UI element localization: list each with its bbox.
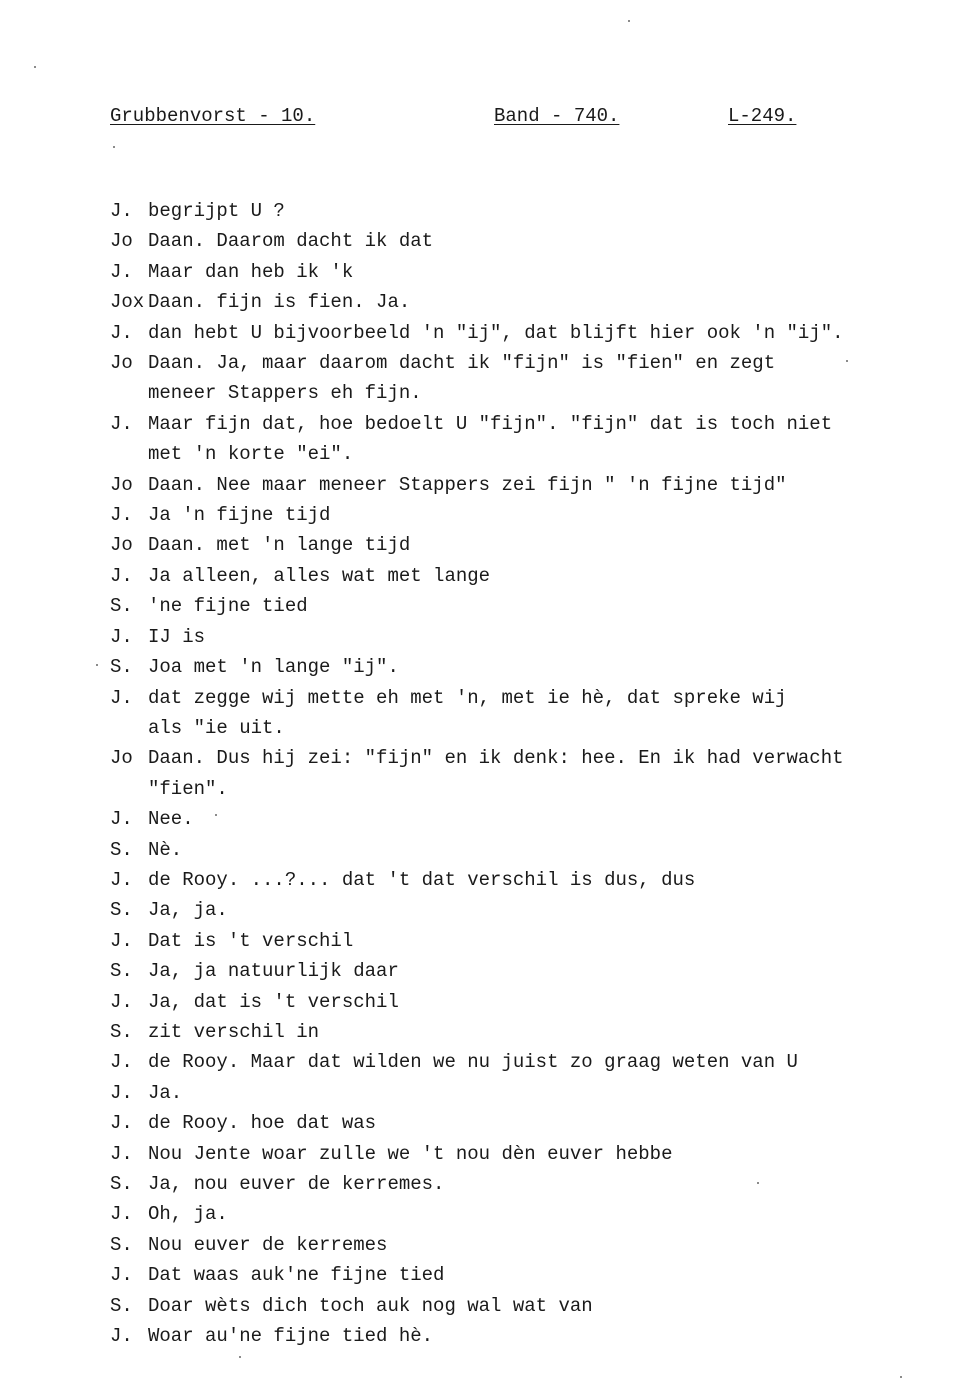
utterance: Joa met 'n lange "ij". — [148, 656, 399, 679]
speaker: J. — [110, 260, 133, 283]
transcript-line — [110, 287, 940, 317]
transcript-line — [110, 987, 940, 1017]
utterance: Ja, dat is 't verschil — [148, 990, 399, 1013]
utterance: Dat waas auk'ne fijne tied — [148, 1264, 445, 1287]
transcript-line — [110, 409, 940, 439]
scan-speck — [628, 20, 630, 22]
speaker: J. — [110, 1264, 133, 1287]
utterance: dan hebt U bijvoorbeeld 'n "ij", dat blijft hier ook 'n "ij". — [148, 321, 844, 344]
speaker: S. — [110, 1233, 133, 1256]
transcript — [110, 196, 940, 1351]
utterance: met 'n korte "ei". — [148, 443, 354, 466]
scan-speck — [215, 814, 217, 816]
transcript-line — [110, 865, 940, 895]
utterance: Ja, ja natuurlijk daar — [148, 960, 399, 983]
speaker: J. — [110, 200, 133, 222]
transcript-line — [110, 591, 940, 621]
transcript-line — [110, 804, 940, 834]
speaker: J. — [110, 564, 133, 587]
utterance: Daan. Daarom dacht ik dat — [148, 230, 434, 253]
transcript-line — [110, 956, 940, 986]
transcript-line — [110, 196, 940, 226]
speaker: J. — [110, 1142, 133, 1165]
utterance: Ja, nou euver de kerremes. — [148, 1173, 445, 1195]
scan-speck — [900, 1376, 902, 1378]
speaker: Jox — [110, 291, 145, 314]
speaker: J. — [110, 929, 133, 952]
utterance: Ja 'n fijne tijd — [148, 504, 331, 527]
speaker: J. — [110, 1325, 133, 1348]
speaker: J. — [110, 990, 133, 1013]
speaker: S. — [110, 838, 133, 861]
utterance: Nou Jente woar zulle we 't nou dèn euver hebbe — [148, 1142, 673, 1165]
transcript-line — [110, 257, 940, 287]
utterance: 'ne fijne tied — [148, 595, 308, 618]
speaker: J. — [110, 504, 133, 527]
speaker: S. — [110, 1020, 133, 1043]
speaker — [110, 774, 148, 804]
utterance: Nè. — [148, 838, 183, 861]
header-place: Grubbenvorst - 10. — [110, 105, 316, 127]
utterance: dat zegge wij mette eh met 'n, met ie hè, dat spreke wij — [148, 686, 787, 709]
utterance: Maar fijn dat, hoe bedoelt U "fijn". "fijn" dat is toch niet — [148, 412, 833, 435]
transcript-line — [110, 926, 940, 956]
transcript-line — [110, 318, 940, 348]
utterance: Daan. Ja, maar daarom dacht ik "fijn" is "fien" en zegt — [148, 352, 776, 375]
speaker: J. — [110, 1051, 133, 1074]
speaker: J. — [110, 1203, 133, 1226]
transcript-line — [110, 226, 940, 256]
speaker: Jo — [110, 747, 133, 770]
utterance: Dat is 't verschil — [148, 929, 354, 952]
transcript-line — [110, 1108, 940, 1138]
utterance: Daan. Nee maar meneer Stappers zei fijn " 'n fijne tijd" — [148, 473, 787, 496]
speaker: J. — [110, 1112, 133, 1135]
header-band: Band - 740. — [494, 105, 620, 127]
utterance: Daan. fijn is fien. Ja. — [148, 291, 411, 314]
utterance: Nee. — [148, 808, 194, 831]
transcript-line — [110, 835, 940, 865]
utterance: Woar au'ne fijne tied hè. — [148, 1325, 434, 1348]
transcript-line — [110, 1321, 940, 1351]
speaker — [110, 378, 148, 408]
transcript-line — [110, 1291, 940, 1321]
scan-speck — [239, 1356, 241, 1358]
speaker: J. — [110, 1081, 133, 1104]
speaker — [110, 439, 148, 469]
speaker: S. — [110, 899, 133, 922]
utterance: de Rooy. hoe dat was — [148, 1112, 377, 1135]
scan-speck — [34, 66, 36, 68]
transcript-line — [110, 470, 940, 500]
transcript-line — [110, 743, 940, 773]
utterance: Ja alleen, alles wat met lange — [148, 564, 491, 587]
speaker: J. — [110, 686, 133, 709]
utterance: Oh, ja. — [148, 1203, 228, 1226]
transcript-line — [110, 1078, 940, 1108]
speaker: J. — [110, 808, 133, 831]
transcript-line — [110, 652, 940, 682]
transcript-line — [110, 622, 940, 652]
speaker: Jo — [110, 473, 133, 496]
transcript-line — [110, 1260, 940, 1290]
scan-speck — [96, 664, 98, 666]
utterance: begrijpt U ? — [148, 200, 285, 222]
transcript-line — [110, 1199, 940, 1229]
utterance: IJ is — [148, 625, 206, 648]
speaker: J. — [110, 625, 133, 648]
transcript-line — [110, 774, 940, 804]
header-reference: L-249. — [728, 105, 797, 127]
utterance: zit verschil in — [148, 1020, 320, 1043]
transcript-line — [110, 500, 940, 530]
utterance: Daan. Dus hij zei: "fijn" en ik denk: hee. En ik had verwacht — [148, 747, 844, 770]
speaker: S. — [110, 595, 133, 618]
speaker: Jo — [110, 352, 133, 375]
speaker: Jo — [110, 534, 133, 557]
speaker: J. — [110, 868, 133, 891]
speaker: J. — [110, 412, 133, 435]
transcript-line — [110, 713, 940, 743]
transcript-line — [110, 1017, 940, 1047]
utterance: Ja, ja. — [148, 899, 228, 922]
scan-speck — [113, 146, 115, 148]
utterance: meneer Stappers eh fijn. — [148, 382, 422, 405]
transcript-line — [110, 683, 940, 713]
utterance: de Rooy. ...?... dat 't dat verschil is dus, dus — [148, 868, 696, 891]
transcript-line — [110, 530, 940, 560]
transcript-line — [110, 561, 940, 591]
speaker: J. — [110, 321, 133, 344]
scan-speck — [846, 360, 848, 362]
transcript-line — [110, 1230, 940, 1260]
utterance: de Rooy. Maar dat wilden we nu juist zo graag weten van U — [148, 1051, 798, 1074]
utterance: Ja. — [148, 1081, 183, 1104]
transcript-line — [110, 1139, 940, 1169]
transcript-line — [110, 1169, 940, 1199]
utterance: Doar wèts dich toch auk nog wal wat van — [148, 1294, 593, 1317]
transcript-line — [110, 895, 940, 925]
transcript-line — [110, 439, 940, 469]
speaker: S. — [110, 656, 133, 679]
speaker: S. — [110, 1294, 133, 1317]
transcript-line — [110, 348, 940, 378]
utterance: Daan. met 'n lange tijd — [148, 534, 411, 557]
utterance: "fien". — [148, 777, 228, 800]
scan-speck — [757, 1182, 759, 1184]
utterance: Nou euver de kerremes — [148, 1233, 388, 1256]
utterance: als "ie uit. — [148, 716, 285, 739]
transcript-line — [110, 378, 940, 408]
speaker: S. — [110, 960, 133, 983]
speaker: Jo — [110, 230, 133, 253]
utterance: Maar dan heb ik 'k — [148, 260, 354, 283]
speaker: S. — [110, 1173, 133, 1195]
speaker — [110, 713, 148, 743]
transcript-line — [110, 1047, 940, 1077]
